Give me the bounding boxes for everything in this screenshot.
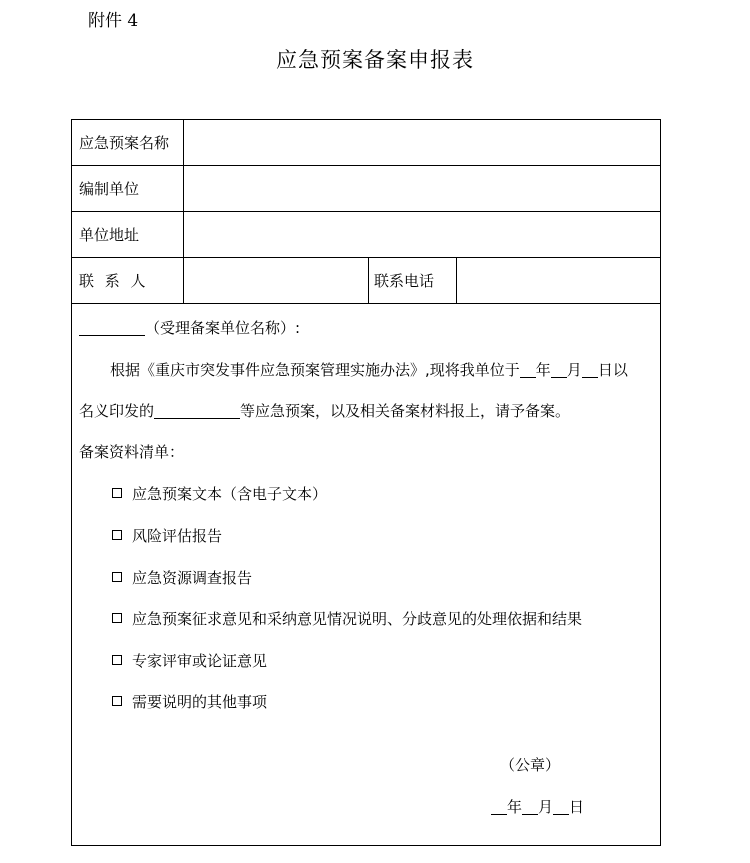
checklist-item[interactable]: [112, 608, 582, 629]
paragraph-line-2: [79, 400, 570, 421]
sign-day-blank[interactable]: [553, 798, 569, 815]
checklist-item-label: 应急预案文本（含电子文本）: [132, 485, 328, 503]
recipient-blank[interactable]: [79, 319, 145, 336]
checklist-item-label: 应急资源调查报告: [132, 569, 253, 587]
signing-date: [491, 796, 584, 817]
form-title: 应急预案备案申报表: [276, 48, 474, 72]
plan-name-label: 应急预案名称: [72, 120, 184, 165]
paragraph-prefix: 根据《重庆市突发事件应急预案管理实施办法》,现将我单位于: [110, 361, 520, 379]
filing-form: [71, 119, 661, 846]
address-field[interactable]: [184, 212, 660, 257]
day-blank[interactable]: [582, 361, 598, 378]
recipient-line: [79, 317, 300, 338]
paragraph-line2-prefix: 名义印发的: [79, 402, 155, 420]
checkbox-icon[interactable]: [112, 530, 122, 540]
org-label: 编制单位: [72, 166, 184, 211]
checklist-item[interactable]: [112, 567, 252, 588]
checklist-item-label: 专家评审或论证意见: [132, 652, 268, 670]
sign-month-text: 月: [538, 798, 554, 816]
checkbox-icon[interactable]: [112, 655, 122, 665]
contact-label: 联 系 人: [72, 258, 184, 303]
year-blank[interactable]: [520, 361, 536, 378]
month-text: 月: [566, 361, 582, 379]
row-contact: [72, 258, 660, 304]
row-address: [72, 212, 660, 258]
sign-month-blank[interactable]: [522, 798, 538, 815]
checklist-item[interactable]: [112, 525, 222, 546]
checkbox-icon[interactable]: [112, 696, 122, 706]
row-plan-name: [72, 120, 660, 166]
checklist-item-label: 应急预案征求意见和采纳意见情况说明、分歧意见的处理依据和结果: [132, 610, 583, 628]
sign-year-text: 年: [507, 798, 523, 816]
org-field[interactable]: [184, 166, 660, 211]
checkbox-icon[interactable]: [112, 613, 122, 623]
phone-field[interactable]: [457, 258, 660, 303]
checkbox-icon[interactable]: [112, 488, 122, 498]
checklist-item-label: 风险评估报告: [132, 527, 223, 545]
checklist-item[interactable]: [112, 691, 267, 712]
checkbox-icon[interactable]: [112, 572, 122, 582]
sign-year-blank[interactable]: [491, 798, 507, 815]
year-text: 年: [535, 361, 551, 379]
checklist-title: 备案资料清单：: [79, 443, 185, 461]
checklist-item[interactable]: [112, 483, 327, 504]
address-label: 单位地址: [72, 212, 184, 257]
plan-name-field[interactable]: [184, 120, 660, 165]
paragraph-line2-suffix: 等应急预案，以及相关备案材料报上，请予备案。: [240, 402, 571, 420]
month-blank[interactable]: [551, 361, 567, 378]
paragraph-line-1: [110, 359, 628, 380]
checklist-item-label: 需要说明的其他事项: [132, 693, 268, 711]
form-body: [72, 304, 660, 845]
attachment-label: 附件 4: [88, 11, 139, 31]
paragraph-line1-suffix: 以: [612, 361, 628, 379]
row-org: [72, 166, 660, 212]
recipient-suffix: （受理备案单位名称）:: [145, 319, 301, 337]
plan-title-blank[interactable]: [154, 402, 240, 419]
contact-field[interactable]: [184, 258, 369, 303]
sign-day-text: 日: [569, 798, 585, 816]
checklist-item[interactable]: [112, 650, 267, 671]
day-text: 日: [597, 361, 613, 379]
seal-label: （公章）: [500, 756, 561, 774]
phone-label: 联系电话: [369, 258, 457, 303]
